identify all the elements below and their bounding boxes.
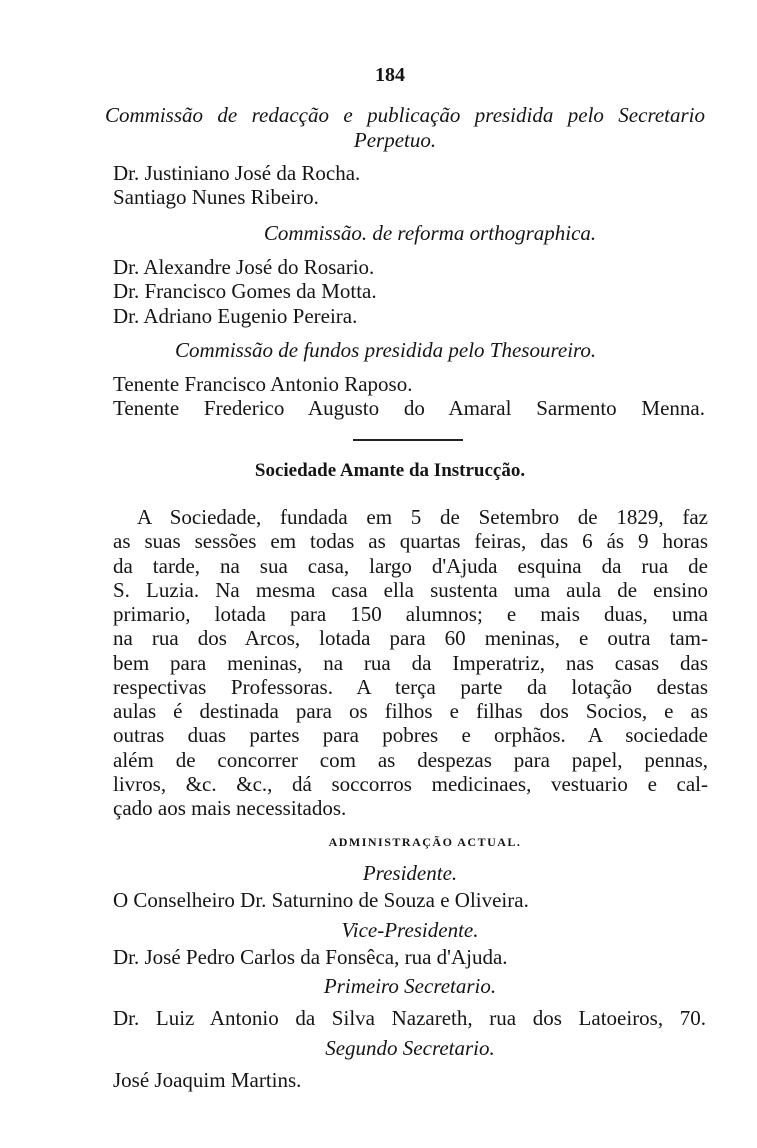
paragraph-line: A Sociedade, fundada em 5 de Setembro de 1829, faz — [137, 505, 708, 529]
paragraph-line: da tarde, na sua casa, largo d'Ajuda esquina da rua de — [113, 554, 708, 578]
paragraph-line: primario, lotada para 150 alumnos; e mais duas, uma — [113, 602, 708, 626]
officer-name: Dr. Luiz Antonio da Silva Nazareth, rua dos Latoeiros, 70. — [113, 1006, 706, 1030]
member: Tenente Francisco Antonio Raposo. — [113, 372, 413, 396]
paragraph-line: respectivas Professoras. A terça parte da lotação destas — [113, 675, 708, 699]
officer-role: Primeiro Secretario. — [323, 974, 497, 998]
page-number: 184 — [375, 64, 405, 86]
paragraph-line: S. Luzia. Na mesma casa ella sustenta uma aula de ensino — [113, 578, 708, 602]
member: Santiago Nunes Ribeiro. — [113, 185, 319, 209]
committee-title-cont: Perpetuo. — [353, 128, 437, 152]
paragraph-line: çado aos mais necessitados. — [113, 796, 347, 820]
member: Dr. Adriano Eugenio Pereira. — [113, 304, 358, 328]
member: Tenente Frederico Augusto do Amaral Sarmento Menna. — [113, 396, 705, 420]
officer-role: Vice-Presidente. — [341, 918, 479, 942]
paragraph-line: na rua dos Arcos, lotada para 60 meninas, e outra tam- — [113, 626, 708, 650]
officer-role: Segundo Secretario. — [325, 1036, 495, 1060]
paragraph-line: aulas é destinada para os filhos e filhas dos Socios, e as — [113, 699, 708, 723]
admin-heading: ADMINISTRAÇÃO ACTUAL. — [328, 835, 522, 849]
officer-role: Presidente. — [362, 861, 458, 885]
committee-title: Commissão de redacção e publicação presidida pelo Secretario — [105, 103, 705, 127]
paragraph-line: outras duas partes para pobres e orphãos. A sociedade — [113, 723, 708, 747]
committee-title: Commissão. de reforma orthographica. — [263, 221, 597, 245]
divider-rule — [353, 439, 463, 441]
paragraph-line: as suas sessões em todas as quartas feiras, das 6 ás 9 horas — [113, 529, 708, 553]
officer-name: Dr. José Pedro Carlos da Fonsêca, rua d'Ajuda. — [113, 945, 508, 969]
section-heading: Sociedade Amante da Instrucção. — [254, 460, 526, 481]
paragraph-line: além de concorrer com as despezas para papel, pennas, — [113, 748, 708, 772]
officer-name: José Joaquim Martins. — [113, 1068, 302, 1092]
member: Dr. Francisco Gomes da Motta. — [113, 279, 377, 303]
committee-title: Commissão de fundos presidida pelo Thesoureiro. — [175, 338, 597, 362]
officer-name: O Conselheiro Dr. Saturnino de Souza e Oliveira. — [113, 888, 529, 912]
paragraph-line: livros, &c. &c., dá soccorros medicinaes, vestuario e cal- — [113, 772, 708, 796]
member: Dr. Justiniano José da Rocha. — [113, 161, 361, 185]
paragraph-line: bem para meninas, na rua da Imperatriz, nas casas das — [113, 651, 708, 675]
member: Dr. Alexandre José do Rosario. — [113, 255, 375, 279]
